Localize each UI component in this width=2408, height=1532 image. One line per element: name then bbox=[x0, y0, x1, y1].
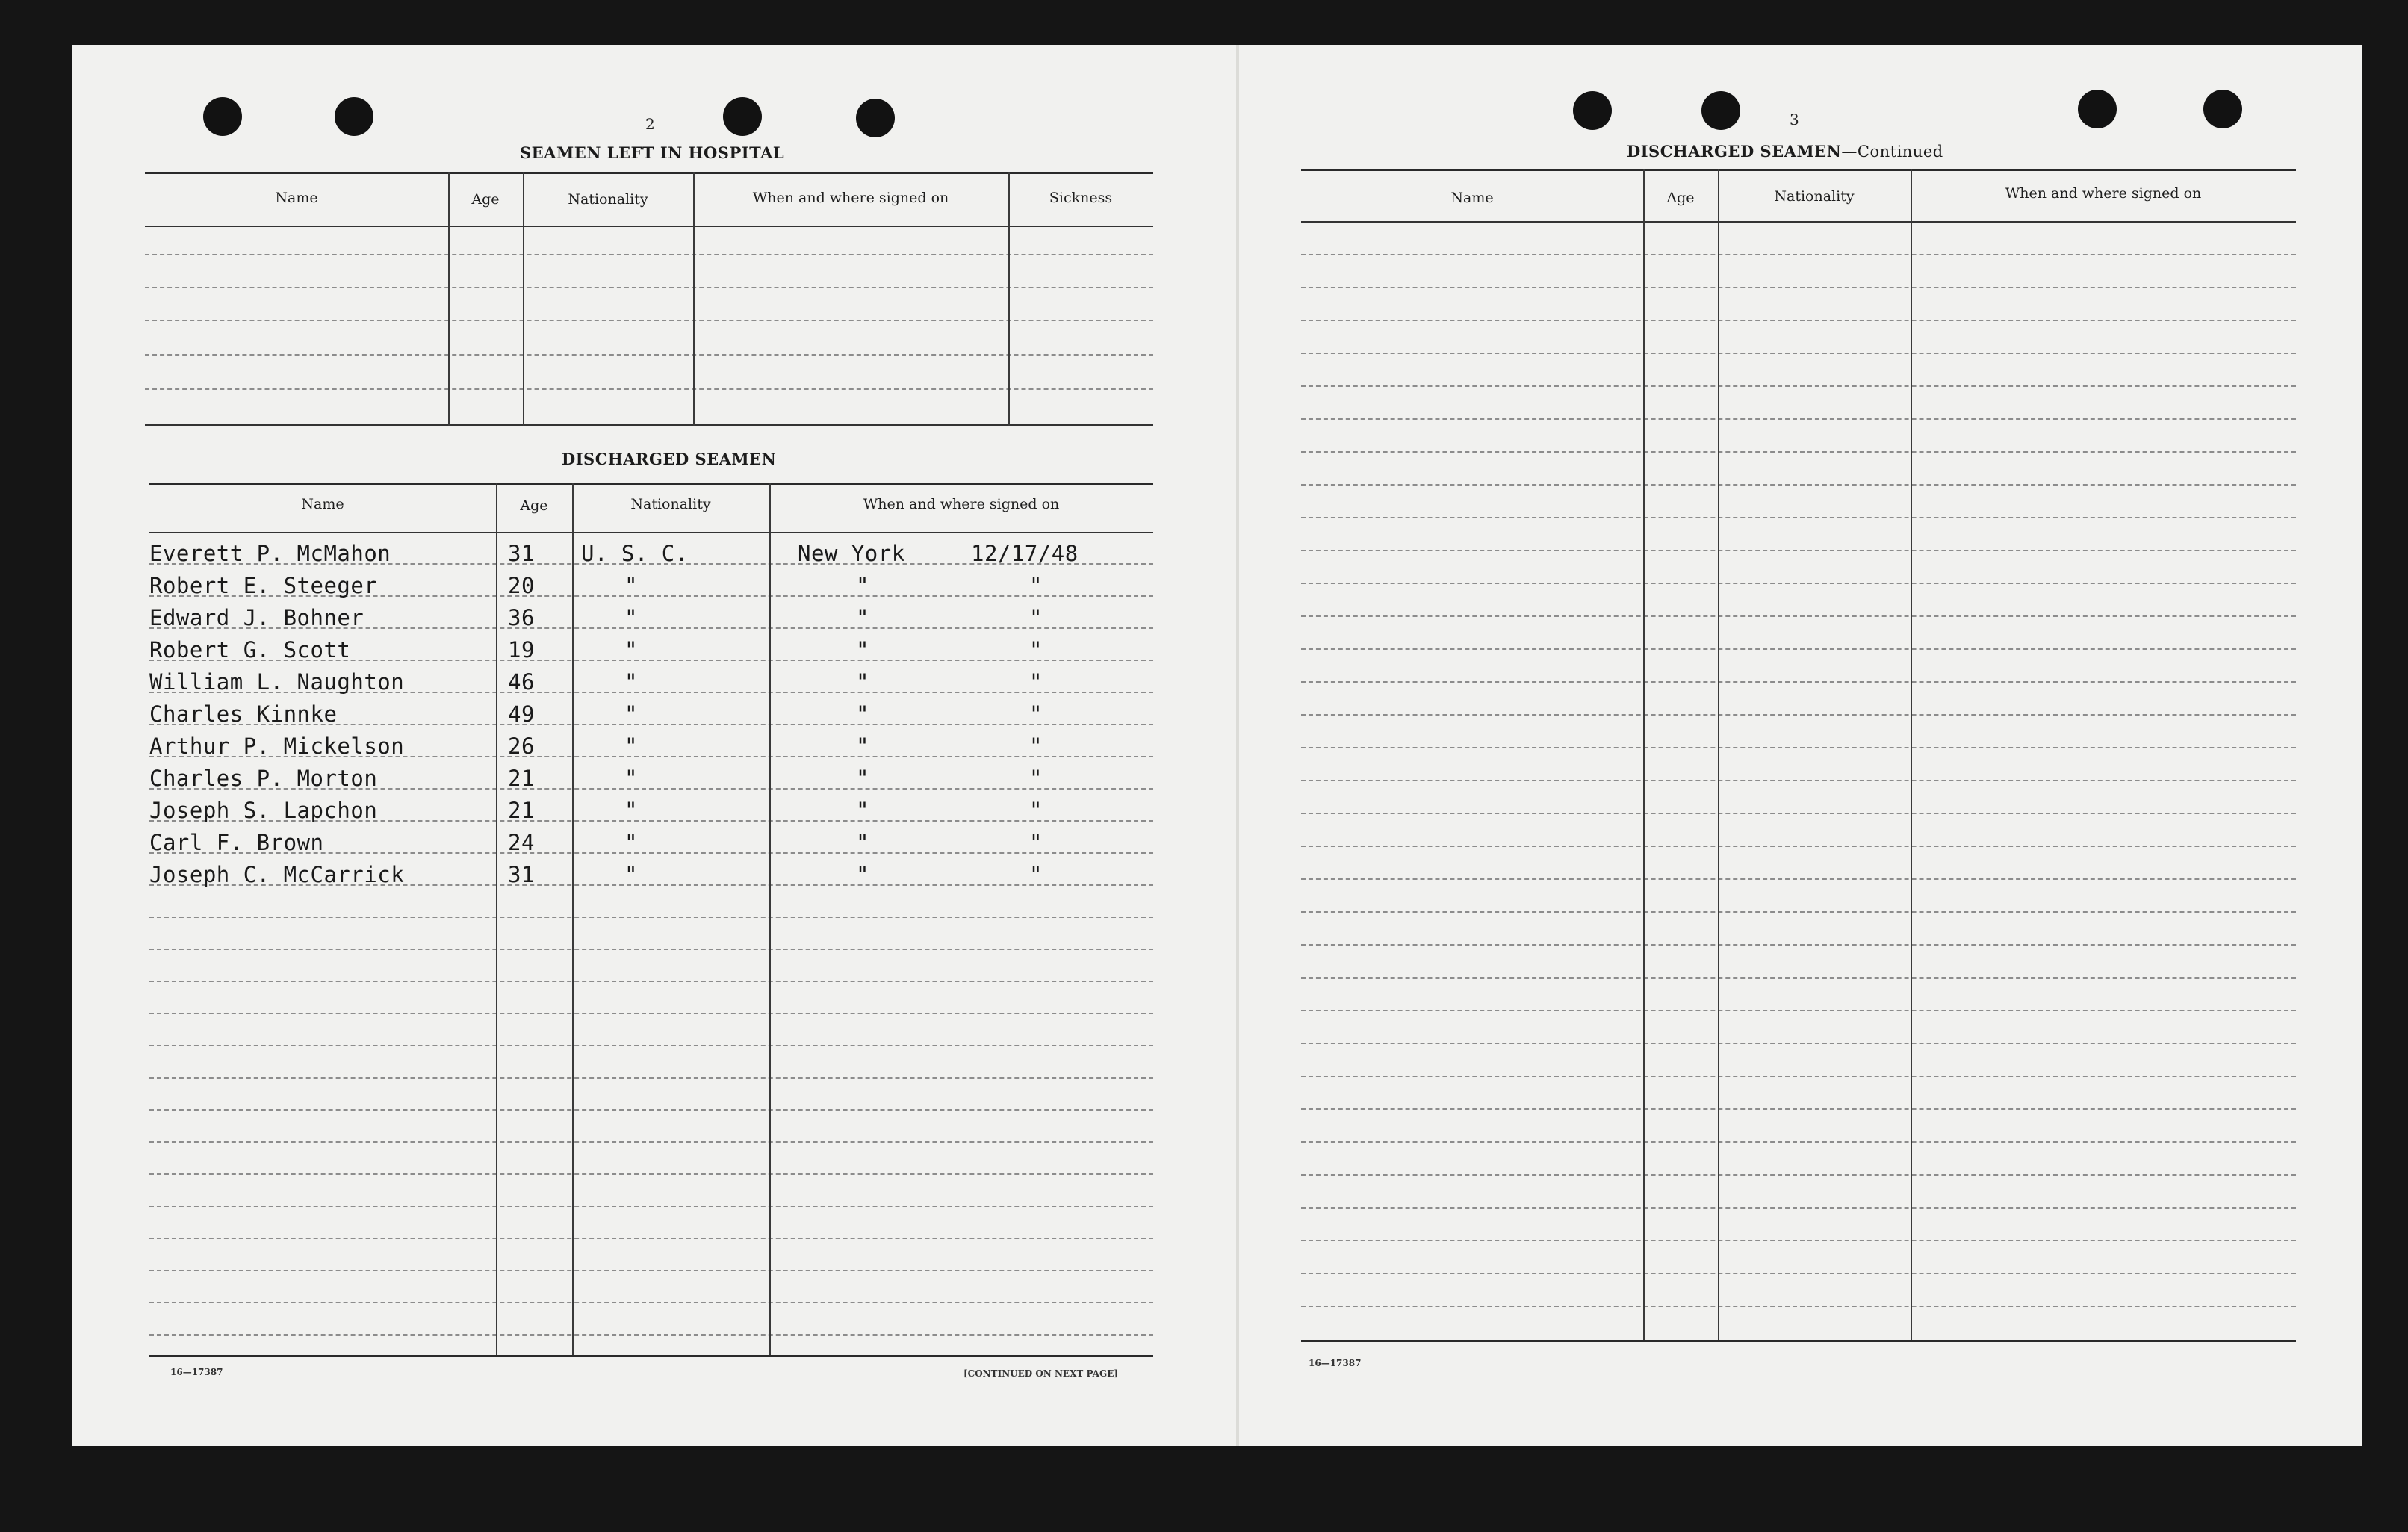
seaman-age: 21 bbox=[508, 798, 535, 823]
punch-hole bbox=[2203, 90, 2242, 128]
page-number-right: 3 bbox=[1790, 111, 1799, 128]
form-number-right: 16—17387 bbox=[1309, 1358, 1362, 1368]
seaman-signed-date: " bbox=[1029, 798, 1043, 823]
discharged-continued-table bbox=[1301, 169, 2296, 1356]
discharged-col-nationality: Nationality bbox=[630, 496, 711, 512]
continued-col-age: Age bbox=[1666, 190, 1695, 206]
seaman-signed-date: " bbox=[1029, 605, 1043, 630]
seaman-nationality: " bbox=[624, 830, 638, 855]
hospital-section-title: SEAMEN LEFT IN HOSPITAL bbox=[520, 143, 785, 162]
page-fold bbox=[1236, 45, 1239, 1446]
punch-hole bbox=[723, 97, 762, 136]
seaman-age: 20 bbox=[508, 573, 535, 598]
seaman-signed-date: " bbox=[1029, 573, 1043, 598]
continued-note: [CONTINUED ON NEXT PAGE] bbox=[963, 1368, 1119, 1379]
seaman-name: Everett P. McMahon bbox=[149, 541, 391, 566]
seaman-signed-place: " bbox=[856, 862, 869, 887]
seaman-age: 31 bbox=[508, 541, 535, 566]
seaman-signed-date: 12/17/48 bbox=[971, 541, 1079, 566]
punch-hole bbox=[856, 99, 895, 137]
seaman-age: 26 bbox=[508, 734, 535, 759]
seaman-nationality: " bbox=[624, 605, 638, 630]
seaman-signed-date: " bbox=[1029, 734, 1043, 759]
page-number-left: 2 bbox=[645, 115, 655, 133]
seaman-signed-place: " bbox=[856, 573, 869, 598]
seaman-signed-place: New York bbox=[798, 541, 905, 566]
seaman-age: 24 bbox=[508, 830, 535, 855]
discharged-table bbox=[149, 483, 1153, 1361]
seaman-signed-date: " bbox=[1029, 637, 1043, 663]
seaman-name: Charles P. Morton bbox=[149, 766, 378, 791]
seaman-nationality: " bbox=[624, 573, 638, 598]
seaman-signed-place: " bbox=[856, 766, 869, 791]
seaman-signed-date: " bbox=[1029, 830, 1043, 855]
form-number-left: 16—17387 bbox=[170, 1367, 223, 1377]
seaman-signed-place: " bbox=[856, 734, 869, 759]
seaman-age: 19 bbox=[508, 637, 535, 663]
seaman-nationality: " bbox=[624, 637, 638, 663]
seaman-name: Arthur P. Mickelson bbox=[149, 734, 405, 759]
seaman-nationality: " bbox=[624, 862, 638, 887]
hospital-col-sickness: Sickness bbox=[1049, 190, 1113, 206]
continued-col-signed-on: When and where signed on bbox=[2005, 185, 2202, 202]
seaman-signed-place: " bbox=[856, 830, 869, 855]
punch-hole bbox=[203, 97, 242, 136]
discharged-col-age: Age bbox=[520, 497, 548, 514]
seaman-age: 31 bbox=[508, 862, 535, 887]
seaman-age: 21 bbox=[508, 766, 535, 791]
seaman-signed-place: " bbox=[856, 701, 869, 727]
seaman-nationality: " bbox=[624, 766, 638, 791]
discharged-section-title: DISCHARGED SEAMEN bbox=[562, 450, 777, 468]
continued-section-title bbox=[1627, 142, 1943, 161]
seaman-nationality: " bbox=[624, 669, 638, 695]
seaman-name: William L. Naughton bbox=[149, 669, 405, 695]
discharged-col-signed-on: When and where signed on bbox=[863, 496, 1060, 512]
seaman-nationality: " bbox=[624, 701, 638, 727]
seaman-name: Carl F. Brown bbox=[149, 830, 324, 855]
punch-hole bbox=[1701, 91, 1740, 130]
hospital-col-age: Age bbox=[471, 191, 500, 208]
continued-col-nationality: Nationality bbox=[1774, 188, 1855, 205]
seaman-nationality: " bbox=[624, 798, 638, 823]
seaman-signed-date: " bbox=[1029, 669, 1043, 695]
seaman-nationality: " bbox=[624, 734, 638, 759]
seaman-signed-place: " bbox=[856, 637, 869, 663]
seaman-signed-place: " bbox=[856, 669, 869, 695]
seaman-name: Robert G. Scott bbox=[149, 637, 351, 663]
hospital-col-nationality: Nationality bbox=[568, 191, 648, 208]
hospital-table bbox=[145, 172, 1153, 429]
seaman-name: Edward J. Bohner bbox=[149, 605, 364, 630]
seaman-name: Joseph C. McCarrick bbox=[149, 862, 405, 887]
seaman-age: 36 bbox=[508, 605, 535, 630]
hospital-col-signed-on: When and where signed on bbox=[752, 190, 949, 206]
continued-col-name: Name bbox=[1450, 190, 1494, 206]
discharged-col-name: Name bbox=[301, 496, 344, 512]
seaman-signed-date: " bbox=[1029, 701, 1043, 727]
continued-title-suffix: —Continued bbox=[1841, 143, 1943, 161]
punch-hole bbox=[335, 97, 373, 136]
seaman-name: Robert E. Steeger bbox=[149, 573, 378, 598]
seaman-signed-date: " bbox=[1029, 766, 1043, 791]
seaman-name: Charles Kinnke bbox=[149, 701, 338, 727]
seaman-signed-place: " bbox=[856, 798, 869, 823]
seaman-nationality: U. S. C. bbox=[581, 541, 689, 566]
seaman-signed-date: " bbox=[1029, 862, 1043, 887]
hospital-col-name: Name bbox=[275, 190, 318, 206]
punch-hole bbox=[1573, 91, 1612, 130]
seaman-signed-place: " bbox=[856, 605, 869, 630]
punch-hole bbox=[2078, 90, 2117, 128]
seaman-age: 46 bbox=[508, 669, 535, 695]
continued-title-main: DISCHARGED SEAMEN bbox=[1627, 142, 1842, 161]
seaman-age: 49 bbox=[508, 701, 535, 727]
seaman-name: Joseph S. Lapchon bbox=[149, 798, 378, 823]
